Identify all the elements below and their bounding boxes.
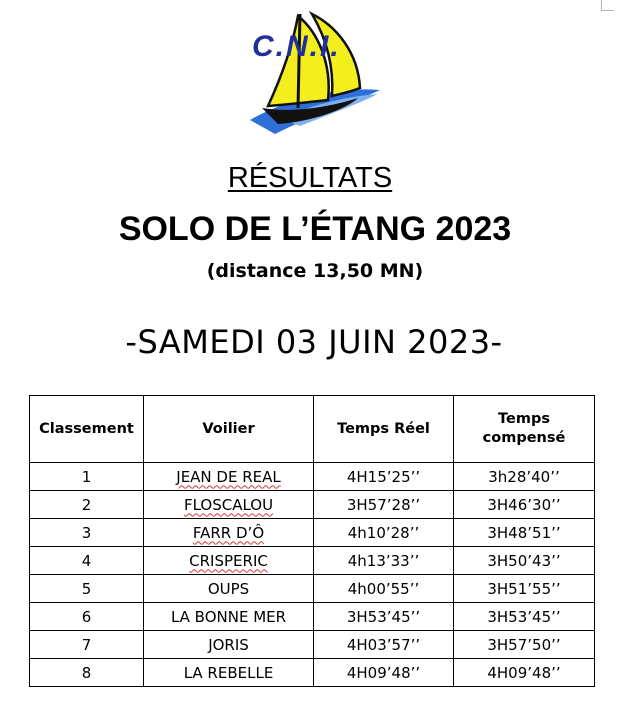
logo-text: C.N.I. bbox=[252, 30, 341, 63]
table-row bbox=[30, 659, 595, 687]
results-heading-text: RÉSULTATS bbox=[227, 162, 393, 194]
results-heading bbox=[0, 160, 620, 196]
table-row bbox=[30, 631, 595, 659]
column-header-boat: Voilier bbox=[144, 396, 314, 463]
table-row bbox=[30, 519, 595, 547]
cell-rank: 2 bbox=[30, 491, 144, 519]
table-row bbox=[30, 603, 595, 631]
sailboat-logo-graphic bbox=[240, 8, 390, 138]
table-row bbox=[30, 547, 595, 575]
cell-real-time: 4h13’33’’ bbox=[314, 547, 454, 575]
cell-rank: 1 bbox=[30, 463, 144, 491]
event-date: -SAMEDI 03 JUIN 2023- bbox=[125, 323, 503, 361]
cell-boat bbox=[144, 631, 314, 659]
cell-corrected-time: 3H53’45’’ bbox=[454, 603, 595, 631]
cell-real-time: 4H09’48’’ bbox=[314, 659, 454, 687]
boat-name: JORIS bbox=[208, 635, 249, 654]
cell-boat bbox=[144, 491, 314, 519]
column-header-real-time: Temps Réel bbox=[314, 396, 454, 463]
cell-corrected-time: 3h28’40’’ bbox=[454, 463, 595, 491]
cell-boat bbox=[144, 547, 314, 575]
boat-name: FARR D’Ô bbox=[192, 523, 265, 542]
boat-name: LA REBELLE bbox=[183, 663, 274, 682]
distance-label: (distance 13,50 MN) bbox=[206, 260, 424, 282]
cell-boat bbox=[144, 659, 314, 687]
page-corner-mark bbox=[601, 0, 614, 11]
cell-rank: 3 bbox=[30, 519, 144, 547]
cell-real-time: 4H03’57’’ bbox=[314, 631, 454, 659]
cell-corrected-time: 3H46’30’’ bbox=[454, 491, 595, 519]
cell-rank: 5 bbox=[30, 575, 144, 603]
table-row bbox=[30, 575, 595, 603]
cell-boat bbox=[144, 463, 314, 491]
cell-real-time: 4h00’55’’ bbox=[314, 575, 454, 603]
cell-rank: 6 bbox=[30, 603, 144, 631]
cell-rank: 4 bbox=[30, 547, 144, 575]
event-title: SOLO DE L’ÉTANG 2023 bbox=[118, 210, 512, 248]
cni-logo bbox=[240, 8, 390, 138]
boat-name: OUPS bbox=[207, 579, 250, 598]
boat-name: FLOSCALOU bbox=[183, 495, 274, 514]
cell-real-time: 3H57’28’’ bbox=[314, 491, 454, 519]
boat-name: LA BONNE MER bbox=[170, 607, 287, 626]
cell-corrected-time: 3H51’55’’ bbox=[454, 575, 595, 603]
cell-real-time: 4h10’28’’ bbox=[314, 519, 454, 547]
cell-real-time: 4H15’25’’ bbox=[314, 463, 454, 491]
table-row bbox=[30, 463, 595, 491]
column-header-rank: Classement bbox=[30, 396, 144, 463]
column-header-corrected-line1: Temps bbox=[498, 411, 550, 427]
cell-rank: 8 bbox=[30, 659, 144, 687]
cell-real-time: 3H53’45’’ bbox=[314, 603, 454, 631]
column-header-corrected-line2: compensé bbox=[482, 430, 566, 446]
cell-corrected-time: 3H48’51’’ bbox=[454, 519, 595, 547]
cell-corrected-time: 3H57’50’’ bbox=[454, 631, 595, 659]
table-row bbox=[30, 491, 595, 519]
table-header-row bbox=[30, 396, 595, 463]
cell-boat bbox=[144, 519, 314, 547]
cell-boat bbox=[144, 575, 314, 603]
cell-corrected-time: 4H09’48’’ bbox=[454, 659, 595, 687]
boat-name: JEAN DE REAL bbox=[176, 467, 281, 486]
results-table bbox=[29, 395, 595, 687]
cell-corrected-time: 3H50’43’’ bbox=[454, 547, 595, 575]
boat-name: CRISPERIC bbox=[189, 551, 268, 570]
cell-rank: 7 bbox=[30, 631, 144, 659]
column-header-corrected-time bbox=[454, 396, 595, 463]
cell-boat bbox=[144, 603, 314, 631]
